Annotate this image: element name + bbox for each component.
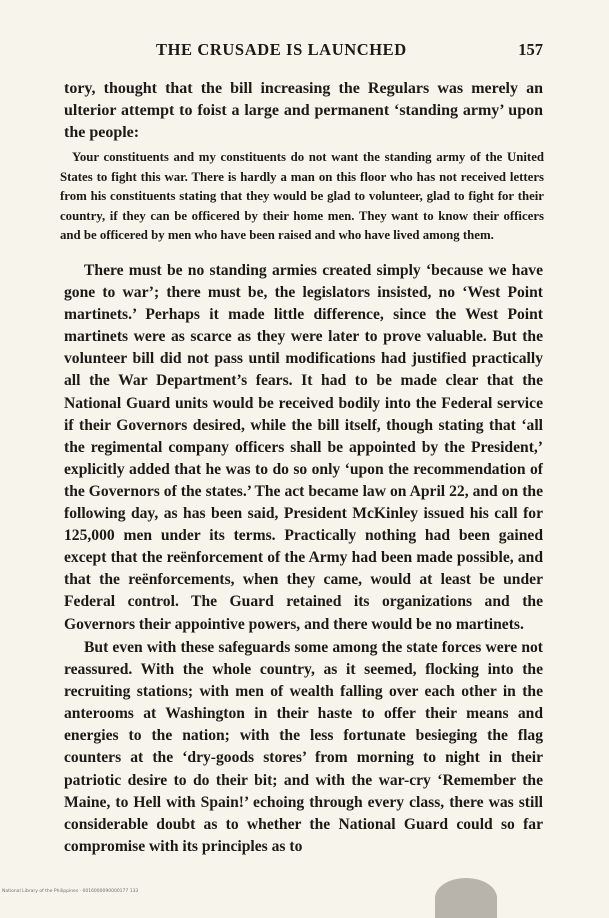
scan-credit: National Library of the Philippines · 0016000090000177 133 <box>2 889 139 894</box>
scan-thumb-shadow <box>435 878 497 918</box>
paragraph: There must be no standing armies created simply ‘because we have gone to war’; there must be, the legislators insisted, no ‘West Point martinets.’ Perhaps it made little difference, since the West Point martinets were as scarce as they were later to prove valuable. But the volunteer bill did not pass until modifications had justified practically all the War Department’s fears. It had to be made clear that the National Guard units would be received bodily into the Federal service if their Governors desired, while the bill itself, though stating that ‘all the regimental company officers shall be appointed by the President,’ explicitly added that he was to do so only ‘upon the recommendation of the Governors of the states.’ The act became law on April 22, and on the following day, as has been said, President McKinley issued his call for 125,000 men under its terms. Practically nothing had been gained except that the reënforcement of the Army had been made possible, and that the reënforcements, when they came, would at least be under Federal control. The Guard retained its organizations and the Governors their appointive powers, and there would be no martinets. <box>64 262 543 633</box>
page-header <box>88 40 543 66</box>
page-number: 157 <box>518 40 543 59</box>
paragraph: But even with these safeguards some among the state forces were not reassured. With the whole country, as it seemed, flocking into the recruiting stations; with men of wealth falling over each other in the anterooms at Washington in their haste to offer their means and energies to the nation; with the less fortunate besieging the flag counters at the ‘dry-goods stores’ from morning to night in their patriotic desire to do their bit; and with the war-cry ‘Remember the Maine, to Hell with Spain!’ echoing through every class, there was still considerable doubt as to whether the National Guard could so far compromise with its principles as to <box>64 639 543 855</box>
block-quote: Your constituents and my constituents do not want the standing army of the United States to fight this war. There is hardly a man on this floor who has not received letters from his constituents stating that they would be glad to volunteer, glad to fight for their country, if they can be officered by their home men. They want to know their officers and be officered by men who have been raised and who have lived among them. <box>60 150 544 242</box>
paragraph-continuation: tory, thought that the bill increasing the Regulars was merely an ulterior attempt to foist a large and permanent ‘standing army’ upon the people: <box>64 80 543 141</box>
running-title: THE CRUSADE IS LAUNCHED <box>156 40 407 59</box>
